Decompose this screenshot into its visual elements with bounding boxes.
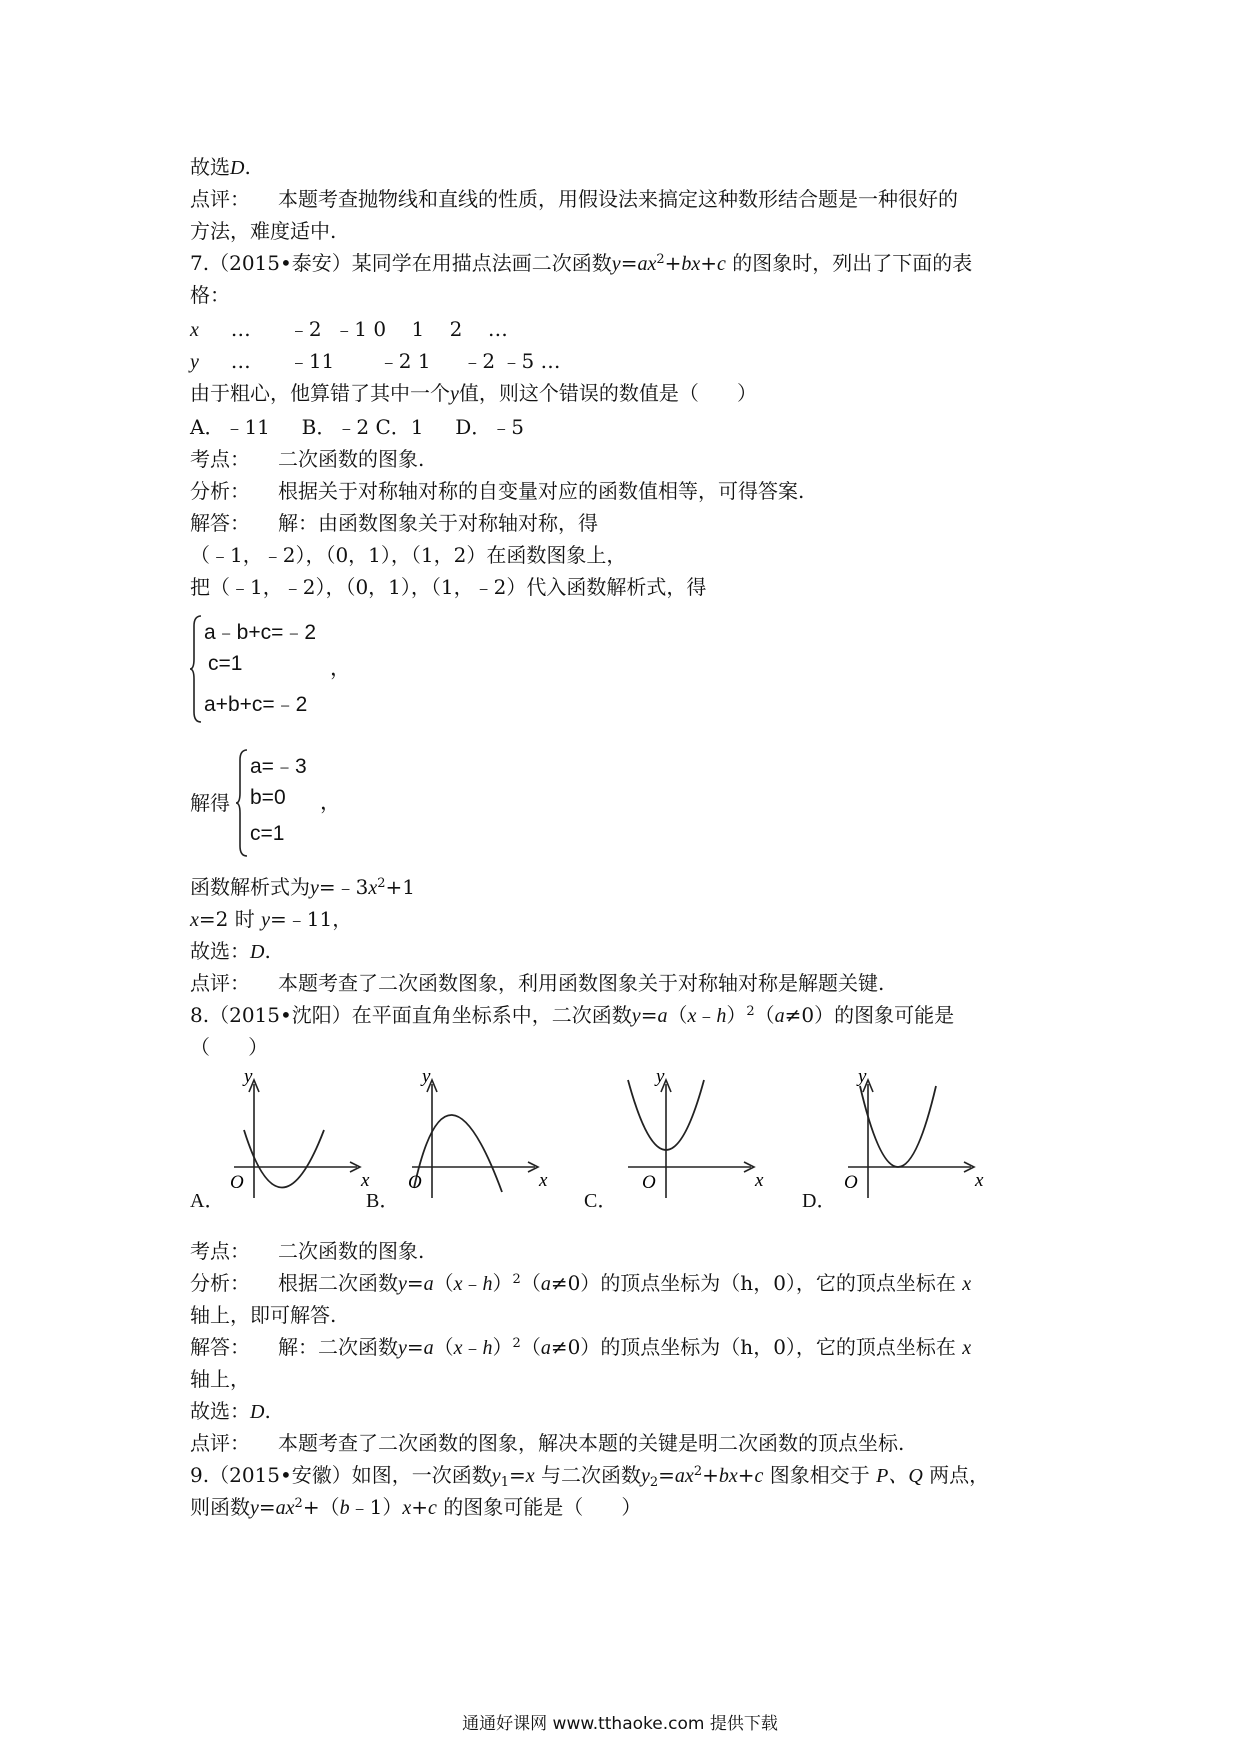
prev-answer: 故选D. — [190, 155, 251, 179]
q7-stem-cont: 格： — [190, 283, 230, 307]
q8-fenxi-cont: 轴上，即可解答. — [190, 1303, 337, 1327]
q7-stem: 7.（2015•泰安）某同学在用描点法画二次函数$y=ax^2+bx+c$ 的图象时，列出了下面的表 — [190, 251, 973, 275]
sys2-eq-3: c=1 — [250, 822, 285, 845]
q8-answer: 故选：D. — [190, 1399, 271, 1423]
sys1-eq-1: a﹣b+c=﹣2 — [204, 621, 317, 644]
axis-x-label: x — [539, 1170, 548, 1191]
q8-jieda: 解答： 解：二次函数y=a（x﹣h）$^2$（a≠0）的顶点坐标为（h，0），它的顶点坐标在 x — [190, 1335, 972, 1359]
q8-jieda-cont: 轴上， — [190, 1367, 250, 1391]
sys2-eq-1: a=﹣3 — [250, 755, 307, 778]
axis-x-label: x — [975, 1170, 984, 1191]
q8-option-d: D． — [802, 1190, 837, 1212]
brace-icon — [190, 614, 204, 724]
origin-label: O — [844, 1172, 858, 1193]
origin-label: O — [230, 1172, 244, 1193]
q7-solve-label: 解得 — [190, 791, 230, 815]
q7-options: A．﹣11 B．﹣2 C．1 D．﹣5 — [190, 415, 525, 439]
q8-kaodian: 考点： 二次函数的图象. — [190, 1239, 425, 1263]
q7-jieda: 解答： 解：由函数图象关于对称轴对称，得 — [190, 511, 598, 535]
q8-option-b: B． — [366, 1190, 400, 1212]
q7-jieda-3: 把（﹣1，﹣2），（0，1），（1，﹣2）代入函数解析式，得 — [190, 575, 707, 599]
sys2-comma: ， — [320, 791, 341, 814]
q7-equation-system-2 — [236, 748, 386, 858]
q8-comment: 点评： 本题考查了二次函数的图象，解决本题的关键是明二次函数的顶点坐标. — [190, 1431, 905, 1455]
axis-y-label: y — [656, 1070, 665, 1087]
q8-graph-c — [616, 1070, 786, 1210]
q8-option-c: C． — [584, 1190, 618, 1212]
page-footer: 通通好课网 www.tthaoke.com 提供下载 — [462, 1714, 778, 1734]
q7-question: 由于粗心，他算错了其中一个y值，则这个错误的数值是（ ） — [190, 381, 758, 405]
axis-x-label: x — [755, 1170, 764, 1191]
prev-comment-cont: 方法，难度适中. — [190, 219, 337, 243]
axis-x-label: x — [361, 1170, 370, 1191]
origin-label: O — [408, 1172, 422, 1193]
sys1-comma: ， — [330, 657, 351, 680]
q8-stem: 8.（2015•沈阳）在平面直角坐标系中，二次函数y=a（x﹣h）$^2$（a≠0）的图象可能是 — [190, 1003, 955, 1027]
q8-option-a: A． — [190, 1190, 225, 1212]
q7-equation-system-1 — [190, 614, 390, 724]
q7-table-y-row: y … ﹣11 ﹣2 1 ﹣2 ﹣5 … — [190, 349, 561, 373]
prev-comment: 点评： 本题考查抛物线和直线的性质，用假设法来搞定这种数形结合题是一种很好的 — [190, 187, 958, 211]
q8-graph-b — [400, 1070, 570, 1210]
q7-eval: x=2 时 y=﹣11， — [190, 907, 353, 931]
q8-fenxi: 分析： 根据二次函数y=a（x﹣h）$^2$（a≠0）的顶点坐标为（h，0），它的顶点坐标在 x — [190, 1271, 972, 1295]
q7-expression: 函数解析式为$y=﹣3x^2+1$ — [190, 875, 416, 899]
q7-table-x-row: x … ﹣2 ﹣1 0 1 2 … — [190, 317, 508, 341]
sys1-eq-2: c=1 — [208, 652, 243, 675]
sys1-eq-3: a+b+c=﹣2 — [204, 693, 308, 716]
q8-stem-cont: （ ） — [190, 1035, 269, 1059]
brace-icon — [236, 748, 250, 858]
axis-y-label: y — [858, 1070, 867, 1087]
q7-fenxi: 分析： 根据关于对称轴对称的自变量对应的函数值相等，可得答案. — [190, 479, 805, 503]
q9-stem-cont: 则函数$y=ax^2+(b﹣1)x+c$ 的图象可能是（ ） — [190, 1495, 642, 1519]
q7-kaodian: 考点： 二次函数的图象. — [190, 447, 425, 471]
q9-stem: 9.（2015•安徽）如图，一次函数$y_1=x$ 与二次函数$y_2=ax^2+bx+c$ 图象相交于 P、Q 两点， — [190, 1463, 990, 1490]
q7-jieda-2: （﹣1，﹣2），（0，1），（1，2）在函数图象上， — [190, 543, 627, 567]
q7-answer: 故选：D. — [190, 939, 271, 963]
sys2-eq-2: b=0 — [250, 786, 286, 809]
axis-y-label: y — [422, 1070, 431, 1087]
axis-y-label: y — [244, 1070, 253, 1087]
q7-comment: 点评： 本题考查了二次函数图象，利用函数图象关于对称轴对称是解题关键. — [190, 971, 885, 995]
q8-graph-d — [836, 1070, 1006, 1210]
origin-label: O — [642, 1172, 656, 1193]
